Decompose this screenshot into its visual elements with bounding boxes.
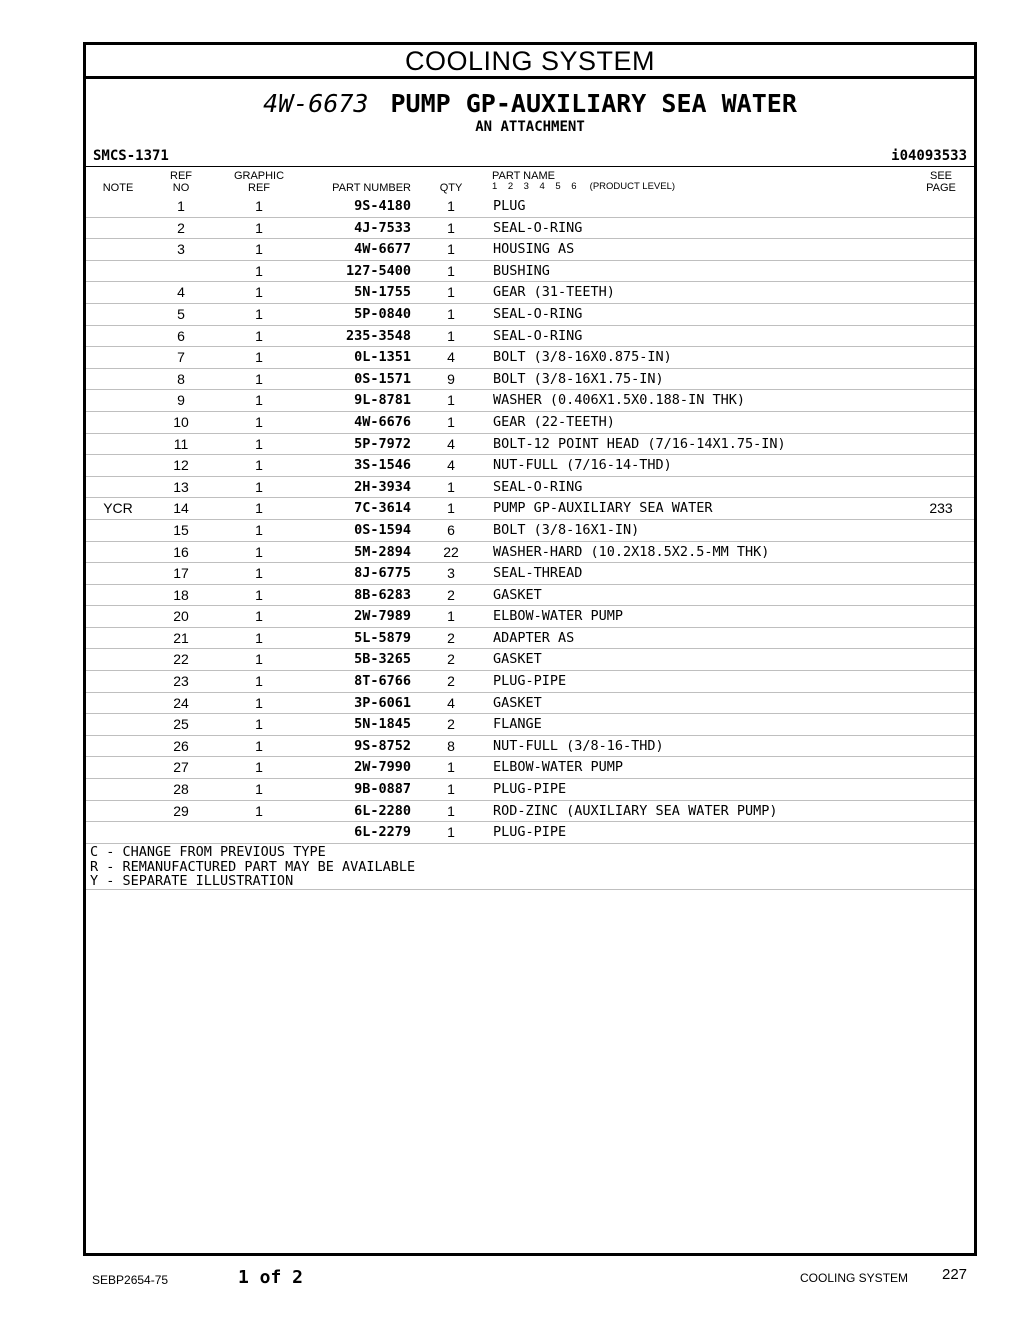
note-r: R - REMANUFACTURED PART MAY BE AVAILABLE <box>90 858 416 875</box>
row-part-number: 4W-6677 <box>354 241 411 258</box>
row-qty: 1 <box>447 327 455 344</box>
row-qty: 1 <box>447 219 455 236</box>
row-ref-no: 25 <box>173 716 189 733</box>
parts-page-frame <box>83 42 977 1256</box>
col-product-level: 1 2 3 4 5 6 (PRODUCT LEVEL) <box>492 181 676 192</box>
row-ref-no: 11 <box>173 435 189 452</box>
row-ref-no: 4 <box>177 284 185 301</box>
table-row <box>86 196 974 218</box>
row-qty: 4 <box>447 457 455 474</box>
table-row <box>86 585 974 607</box>
row-graphic-ref: 1 <box>255 349 263 366</box>
row-ref-no: 22 <box>173 651 189 668</box>
row-graphic-ref: 1 <box>255 673 263 690</box>
note-y: Y - SEPARATE ILLUSTRATION <box>90 873 294 889</box>
row-qty: 4 <box>447 349 455 366</box>
row-ref-no: 29 <box>173 802 189 819</box>
row-qty: 2 <box>447 651 455 668</box>
row-part-name: BOLT (3/8-16X1-IN) <box>493 521 640 538</box>
row-part-name: HOUSING AS <box>493 241 575 258</box>
row-graphic-ref: 1 <box>255 457 263 474</box>
row-ref-no: 7 <box>177 349 185 366</box>
row-part-name: ADAPTER AS <box>493 629 575 646</box>
table-row <box>86 239 974 261</box>
row-ref-no: 15 <box>173 521 189 538</box>
table-row <box>86 412 974 434</box>
row-graphic-ref: 1 <box>255 802 263 819</box>
row-part-name: ELBOW-WATER PUMP <box>493 608 624 625</box>
group-part-number: 4W-6673 <box>263 89 369 118</box>
row-part-number: 7C-3614 <box>354 500 411 517</box>
row-part-number: 2W-7990 <box>354 759 411 776</box>
row-part-name: BUSHING <box>493 262 550 279</box>
row-ref-no: 12 <box>173 457 189 474</box>
col-graphic-bottom: REF <box>248 182 270 194</box>
row-ref-no: 18 <box>173 586 189 603</box>
row-part-name: SEAL-O-RING <box>493 327 583 344</box>
row-part-name: PLUG-PIPE <box>493 673 567 690</box>
row-part-name: NUT-FULL (7/16-14-THD) <box>493 457 672 474</box>
table-row <box>86 779 974 801</box>
row-part-name: FLANGE <box>493 716 542 733</box>
row-qty: 8 <box>447 737 455 754</box>
section-title: COOLING SYSTEM <box>86 45 974 79</box>
header-divider <box>86 166 974 167</box>
row-graphic-ref: 1 <box>255 478 263 495</box>
row-ref-no: 5 <box>177 305 185 322</box>
row-qty: 1 <box>447 305 455 322</box>
row-part-number: 235-3548 <box>345 327 411 344</box>
table-row <box>86 542 974 564</box>
row-part-number: 0S-1571 <box>354 370 411 387</box>
row-part-number: 3P-6061 <box>354 694 411 711</box>
row-see-page: 233 <box>929 500 953 517</box>
table-row <box>86 736 974 758</box>
row-graphic-ref: 1 <box>255 759 263 776</box>
row-part-name: PLUG-PIPE <box>493 781 567 798</box>
row-part-number: 5L-5879 <box>354 629 411 646</box>
table-row <box>86 801 974 823</box>
col-ref-top: REF <box>170 170 192 182</box>
row-part-number: 5P-0840 <box>354 305 411 322</box>
row-graphic-ref: 1 <box>255 781 263 798</box>
row-ref-no: 9 <box>177 392 185 409</box>
row-part-name: SEAL-O-RING <box>493 478 583 495</box>
row-ref-no: 20 <box>173 608 189 625</box>
row-part-number: 0S-1594 <box>354 521 411 538</box>
row-graphic-ref: 1 <box>255 435 263 452</box>
parts-table <box>86 196 974 844</box>
row-part-name: GEAR (31-TEETH) <box>493 284 615 301</box>
table-row <box>86 520 974 542</box>
row-graphic-ref: 1 <box>255 500 263 517</box>
table-row <box>86 649 974 671</box>
row-part-name: SEAL-THREAD <box>493 565 583 582</box>
row-graphic-ref: 1 <box>255 262 263 279</box>
row-part-number: 127-5400 <box>345 262 411 279</box>
row-graphic-ref: 1 <box>255 284 263 301</box>
row-part-number: 4J-7533 <box>354 219 411 236</box>
row-part-number: 5B-3265 <box>354 651 411 668</box>
row-qty: 1 <box>447 781 455 798</box>
col-note: NOTE <box>102 182 134 194</box>
row-part-name: BOLT-12 POINT HEAD (7/16-14X1.75-IN) <box>493 435 786 452</box>
row-ref-no: 17 <box>173 565 189 582</box>
row-part-number: 6L-2280 <box>354 802 411 819</box>
row-part-name: NUT-FULL (3/8-16-THD) <box>493 737 664 754</box>
row-graphic-ref: 1 <box>255 370 263 387</box>
table-row <box>86 326 974 348</box>
row-part-number: 5N-1845 <box>354 716 411 733</box>
table-row <box>86 693 974 715</box>
row-graphic-ref: 1 <box>255 543 263 560</box>
notes-legend <box>90 845 415 889</box>
row-qty: 1 <box>447 478 455 495</box>
row-part-name: ROD-ZINC (AUXILIARY SEA WATER PUMP) <box>493 802 778 819</box>
row-graphic-ref: 1 <box>255 586 263 603</box>
row-part-name: GEAR (22-TEETH) <box>493 413 615 430</box>
row-qty: 4 <box>447 435 455 452</box>
note-c: C - CHANGE FROM PREVIOUS TYPE <box>90 844 326 860</box>
row-part-number: 5P-7972 <box>354 435 411 452</box>
col-see-bottom: PAGE <box>926 182 956 194</box>
table-row <box>86 304 974 326</box>
row-qty: 22 <box>443 543 459 560</box>
row-part-name: ELBOW-WATER PUMP <box>493 759 624 776</box>
row-ref-no: 28 <box>173 781 189 798</box>
row-part-number: 5N-1755 <box>354 284 411 301</box>
row-ref-no: 23 <box>173 673 189 690</box>
row-part-number: 4W-6676 <box>354 413 411 430</box>
row-graphic-ref: 1 <box>255 565 263 582</box>
col-ref-bottom: NO <box>172 182 190 194</box>
row-ref-no: 10 <box>173 413 189 430</box>
row-part-number: 9S-4180 <box>354 198 411 214</box>
footer-section: COOLING SYSTEM <box>800 1271 909 1285</box>
table-row <box>86 628 974 650</box>
row-graphic-ref: 1 <box>255 694 263 711</box>
row-qty: 1 <box>447 608 455 625</box>
table-row <box>86 218 974 240</box>
row-part-number: 9S-8752 <box>354 737 411 754</box>
table-row <box>86 369 974 391</box>
row-qty: 1 <box>447 500 455 517</box>
table-row <box>86 347 974 369</box>
row-part-name: WASHER (0.406X1.5X0.188-IN THK) <box>493 392 745 409</box>
row-qty: 1 <box>447 284 455 301</box>
table-row <box>86 282 974 304</box>
row-qty: 1 <box>447 759 455 776</box>
row-ref-no: 2 <box>177 219 185 236</box>
row-part-number: 2H-3934 <box>354 478 411 495</box>
table-row <box>86 757 974 779</box>
row-part-number: 8T-6766 <box>354 673 411 690</box>
row-part-name: BOLT (3/8-16X1.75-IN) <box>493 370 664 387</box>
row-part-number: 9B-0887 <box>354 781 411 798</box>
row-ref-no: 26 <box>173 737 189 754</box>
row-part-number: 9L-8781 <box>354 392 411 409</box>
row-qty: 2 <box>447 586 455 603</box>
notes-divider <box>86 889 974 890</box>
row-qty: 1 <box>447 198 455 214</box>
row-graphic-ref: 1 <box>255 737 263 754</box>
row-part-number: 8J-6775 <box>354 565 411 582</box>
row-ref-no: 6 <box>177 327 185 344</box>
col-see-top: SEE <box>929 170 952 182</box>
table-row <box>86 671 974 693</box>
row-qty: 2 <box>447 629 455 646</box>
row-part-name: WASHER-HARD (10.2X18.5X2.5-MM THK) <box>493 543 770 560</box>
row-graphic-ref: 1 <box>255 241 263 258</box>
row-qty: 1 <box>447 802 455 819</box>
row-qty: 3 <box>447 565 455 582</box>
table-row <box>86 455 974 477</box>
row-graphic-ref: 1 <box>255 305 263 322</box>
row-graphic-ref: 1 <box>255 521 263 538</box>
row-graphic-ref: 1 <box>255 716 263 733</box>
row-qty: 2 <box>447 673 455 690</box>
table-row <box>86 261 974 283</box>
col-graphic-top: GRAPHIC <box>233 170 285 182</box>
row-graphic-ref: 1 <box>255 198 263 214</box>
row-ref-no: 27 <box>173 759 189 776</box>
row-ref-no: 24 <box>173 694 189 711</box>
row-qty: 1 <box>447 392 455 409</box>
row-graphic-ref: 1 <box>255 608 263 625</box>
col-qty: QTY <box>439 182 463 194</box>
row-graphic-ref: 1 <box>255 413 263 430</box>
row-ref-no: 21 <box>173 629 189 646</box>
row-qty: 1 <box>447 413 455 430</box>
row-qty: 2 <box>447 716 455 733</box>
table-row <box>86 498 974 520</box>
row-part-number: 5M-2894 <box>354 543 411 560</box>
row-graphic-ref: 1 <box>255 392 263 409</box>
row-qty: 1 <box>447 262 455 279</box>
row-qty: 1 <box>447 824 455 841</box>
row-part-name: PLUG-PIPE <box>493 824 567 841</box>
row-ref-no: 8 <box>177 370 185 387</box>
col-part-number: PART NUMBER <box>332 182 411 194</box>
row-graphic-ref: 1 <box>255 629 263 646</box>
group-subtitle: AN ATTACHMENT <box>475 119 585 135</box>
row-graphic-ref: 1 <box>255 327 263 344</box>
row-part-name: GASKET <box>493 651 542 668</box>
smcs-code: SMCS-1371 <box>93 148 169 164</box>
row-ref-no: 14 <box>173 500 189 517</box>
col-part-name: PART NAME <box>492 170 555 182</box>
footer-page-of: 1 of 2 <box>238 1267 304 1288</box>
table-row <box>86 434 974 456</box>
row-ref-no: 13 <box>173 478 189 495</box>
footer-doc-id: SEBP2654-75 <box>92 1273 169 1287</box>
row-part-name: GASKET <box>493 586 542 603</box>
row-ref-no: 1 <box>177 198 185 214</box>
table-row <box>86 477 974 499</box>
table-row <box>86 563 974 585</box>
table-row <box>86 714 974 736</box>
row-graphic-ref: 1 <box>255 219 263 236</box>
table-row <box>86 390 974 412</box>
footer-page-number: 227 <box>942 1266 968 1283</box>
row-part-number: 8B-6283 <box>354 586 411 603</box>
illustration-id: i04093533 <box>891 148 967 164</box>
group-name: PUMP GP-AUXILIARY SEA WATER <box>390 89 797 118</box>
row-ref-no: 16 <box>173 543 189 560</box>
row-qty: 4 <box>447 694 455 711</box>
row-part-number: 0L-1351 <box>354 349 411 366</box>
row-part-number: 3S-1546 <box>354 457 411 474</box>
row-ref-no: 3 <box>177 241 185 258</box>
row-part-name: PUMP GP-AUXILIARY SEA WATER <box>493 500 713 517</box>
row-part-number: 6L-2279 <box>354 824 411 841</box>
row-qty: 1 <box>447 241 455 258</box>
row-graphic-ref: 1 <box>255 651 263 668</box>
group-title <box>86 89 974 119</box>
row-part-name: SEAL-O-RING <box>493 305 583 322</box>
row-qty: 9 <box>447 370 455 387</box>
row-qty: 6 <box>447 521 455 538</box>
row-part-name: PLUG <box>493 198 526 214</box>
table-row <box>86 606 974 628</box>
row-part-name: BOLT (3/8-16X0.875-IN) <box>493 349 672 366</box>
row-note: YCR <box>103 500 133 517</box>
table-row <box>86 822 974 844</box>
row-part-name: SEAL-O-RING <box>493 219 583 236</box>
row-part-name: GASKET <box>493 694 542 711</box>
row-part-number: 2W-7989 <box>354 608 411 625</box>
